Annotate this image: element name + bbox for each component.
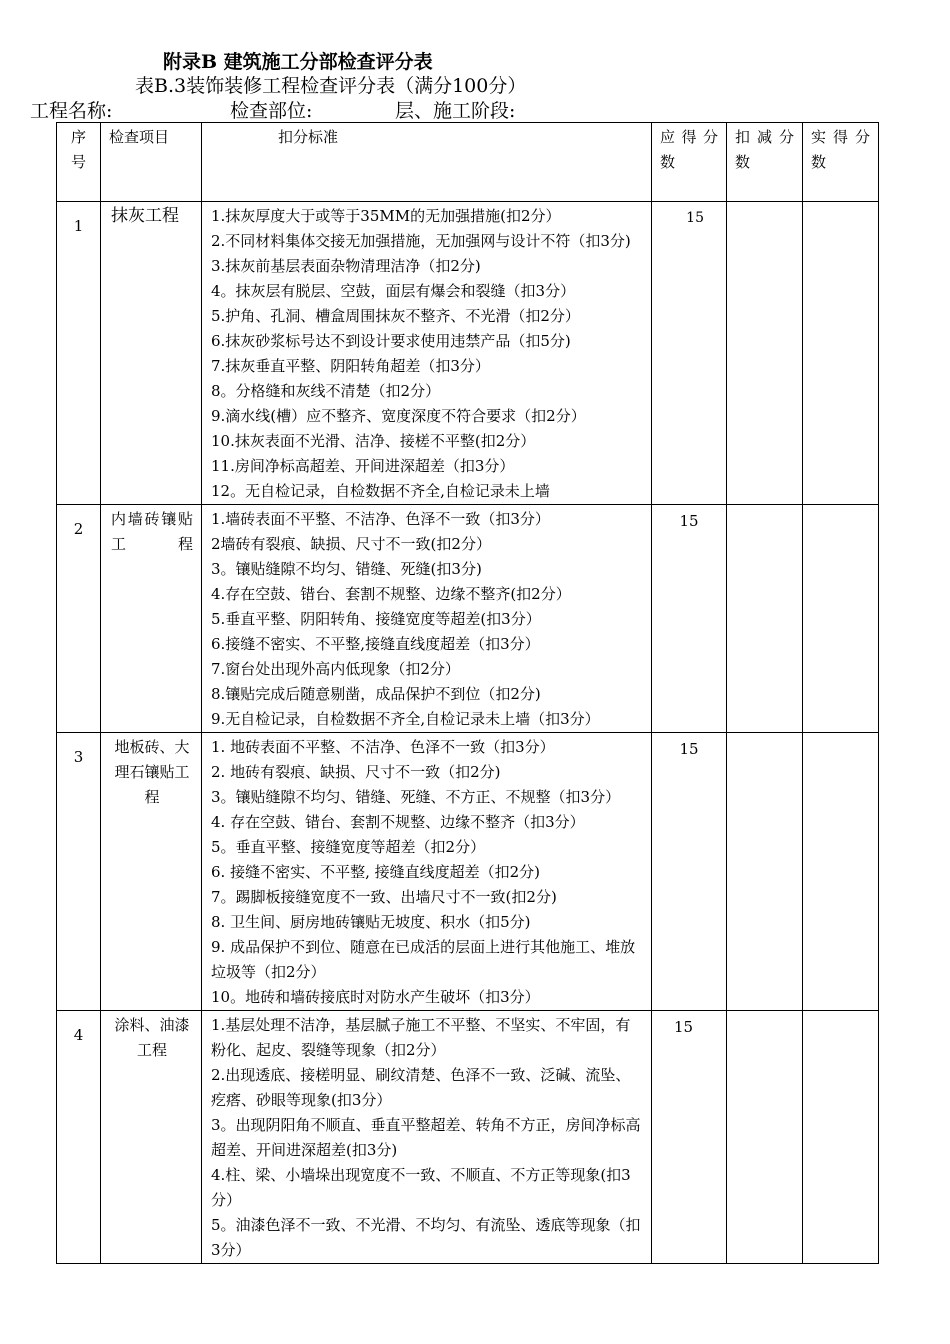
criterion: 5.护角、孔洞、槽盒周围抹灰不整齐、不光滑（扣2分） — [211, 307, 580, 325]
criterion: 4.柱、梁、小墙垛出现宽度不一致、不顺直、不方正等现象(扣3分） — [211, 1166, 631, 1209]
criterion: 7.窗台处出现外高内低现象（扣2分） — [211, 660, 460, 678]
criterion: 3。出现阴阳角不顺直、垂直平整超差、转角不方正，房间净标高超差、开间进深超差(扣3分) — [211, 1116, 641, 1159]
header-row — [57, 123, 879, 202]
row-actual-cell — [803, 733, 879, 1011]
row-seq: 3 — [57, 733, 101, 1011]
row-criteria — [202, 1011, 652, 1264]
criterion: 9.无自检记录，自检数据不齐全,自检记录未上墙（扣3分） — [211, 710, 600, 728]
row-item: 抹灰工程 — [101, 202, 202, 505]
row-due-score: 15 — [652, 202, 727, 505]
criterion: 9.滴水线(槽）应不整齐、宽度深度不符合要求（扣2分） — [211, 407, 586, 425]
criterion: 2墙砖有裂痕、缺损、尺寸不一致(扣2分） — [211, 535, 491, 553]
inspection-part-label: 检查部位: — [230, 100, 313, 122]
table-row — [57, 202, 879, 505]
criterion: 5。油漆色泽不一致、不光滑、不均匀、有流坠、透底等现象（扣3分） — [211, 1216, 641, 1259]
row-actual-cell — [803, 1011, 879, 1264]
row-due-score: 15 — [652, 505, 727, 733]
criterion: 2. 地砖有裂痕、缺损、尺寸不一致（扣2分) — [211, 763, 501, 781]
criterion: 7.抹灰垂直平整、阴阳转角超差（扣3分） — [211, 357, 490, 375]
row-item: 地板砖、大理石镶贴工程 — [101, 733, 202, 1011]
criterion: 11.房间净标高超差、开间进深超差（扣3分） — [211, 457, 515, 475]
score-table — [56, 122, 879, 1264]
criterion: 8. 卫生间、厨房地砖镶贴无坡度、积水（扣5分) — [211, 913, 531, 931]
table-subtitle: 表B.3装饰装修工程检查评分表（满分100分） — [135, 75, 527, 97]
project-name-label: 工程名称: — [30, 100, 113, 122]
criterion: 4. 存在空鼓、错台、套割不规整、边缘不整齐（扣3分） — [211, 813, 585, 831]
table-row — [57, 505, 879, 733]
col-seq: 序号 — [57, 123, 101, 202]
row-deduct-cell — [727, 733, 803, 1011]
criterion: 12。无自检记录，自检数据不齐全,自检记录未上墙 — [211, 482, 550, 500]
col-item: 检查项目 — [101, 123, 202, 202]
criterion: 8.镶贴完成后随意剔凿，成品保护不到位（扣2分) — [211, 685, 541, 703]
criterion: 6. 接缝不密实、不平整, 接缝直线度超差（扣2分) — [211, 863, 541, 881]
criterion: 6.接缝不密实、不平整,接缝直线度超差（扣3分） — [211, 635, 540, 653]
table-row — [57, 733, 879, 1011]
criterion: 2.不同材料集体交接无加强措施，无加强网与设计不符（扣3分) — [211, 232, 631, 250]
col-due-score: 应得分数 — [652, 123, 727, 202]
criterion: 5。垂直平整、接缝宽度等超差（扣2分） — [211, 838, 486, 856]
criterion: 3。镶贴缝隙不均匀、错缝、死缝(扣3分) — [211, 560, 482, 578]
row-seq: 1 — [57, 202, 101, 505]
criterion: 6.抹灰砂浆标号达不到设计要求使用违禁产品（扣5分) — [211, 332, 571, 350]
criterion: 4。抹灰层有脱层、空鼓，面层有爆会和裂缝（扣3分） — [211, 282, 576, 300]
table-row — [57, 1011, 879, 1264]
row-seq: 4 — [57, 1011, 101, 1264]
stage-label: 层、施工阶段: — [395, 100, 516, 122]
criterion: 9. 成品保护不到位、随意在已成活的层面上进行其他施工、堆放垃圾等（扣2分） — [211, 938, 636, 981]
row-actual-cell — [803, 505, 879, 733]
row-actual-cell — [803, 202, 879, 505]
row-criteria — [202, 202, 652, 505]
row-criteria — [202, 505, 652, 733]
criterion: 5.垂直平整、阴阳转角、接缝宽度等超差(扣3分） — [211, 610, 541, 628]
criterion: 4.存在空鼓、错台、套割不规整、边缘不整齐(扣2分） — [211, 585, 571, 603]
row-due-score: 15 — [652, 1011, 727, 1264]
col-deduct-score: 扣减分数 — [727, 123, 803, 202]
criterion: 7。踢脚板接缝宽度不一致、出墙尺寸不一致(扣2分) — [211, 888, 557, 906]
row-due-score: 15 — [652, 733, 727, 1011]
criterion: 1. 地砖表面不平整、不洁净、色泽不一致（扣3分） — [211, 738, 555, 756]
criterion: 1.抹灰厚度大于或等于35MM的无加强措施(扣2分） — [211, 207, 561, 225]
criterion: 3.抹灰前基层表面杂物清理洁净（扣2分) — [211, 257, 481, 275]
row-deduct-cell — [727, 202, 803, 505]
criterion: 8。分格缝和灰线不清楚（扣2分） — [211, 382, 441, 400]
row-item: 内墙砖镶贴工程 — [101, 505, 202, 733]
row-deduct-cell — [727, 1011, 803, 1264]
criterion: 3。镶贴缝隙不均匀、错缝、死缝、不方正、不规整（扣3分） — [211, 788, 621, 806]
row-item: 涂料、油漆工程 — [101, 1011, 202, 1264]
criterion: 10。地砖和墙砖接底时对防水产生破坏（扣3分） — [211, 988, 540, 1006]
criterion: 2.出现透底、接槎明显、刷纹清楚、色泽不一致、泛碱、流坠、疙瘩、砂眼等现象(扣3分） — [211, 1066, 631, 1109]
row-deduct-cell — [727, 505, 803, 733]
criterion: 1.基层处理不洁净，基层腻子施工不平整、不坚实、不牢固，有粉化、起皮、裂缝等现象（扣2分） — [211, 1016, 631, 1059]
criterion: 1.墙砖表面不平整、不洁净、色泽不一致（扣3分） — [211, 510, 550, 528]
row-criteria — [202, 733, 652, 1011]
col-actual-score: 实得分数 — [803, 123, 879, 202]
appendix-title: 附录B 建筑施工分部检查评分表 — [163, 51, 433, 73]
row-seq: 2 — [57, 505, 101, 733]
criterion: 10.抹灰表面不光滑、洁净、接槎不平整(扣2分） — [211, 432, 536, 450]
col-criteria: 扣分标准 — [202, 123, 652, 202]
